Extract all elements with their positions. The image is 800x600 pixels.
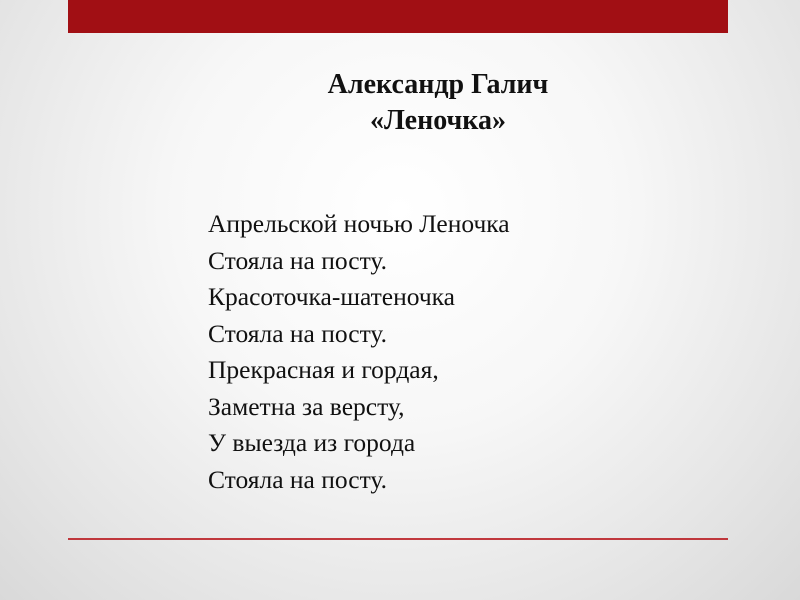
poem-line: Заметна за версту, xyxy=(208,391,405,421)
poem-text xyxy=(208,206,708,498)
poem-line: Стояла на посту. xyxy=(208,245,387,275)
author-heading: Александр Галич xyxy=(327,69,549,100)
poem-line: Стояла на посту. xyxy=(208,464,387,494)
poem-line: У выезда из города xyxy=(208,428,416,457)
poem-title: «Леночка» xyxy=(369,105,506,136)
bottom-divider xyxy=(68,538,728,540)
poem-line: Прекрасная и гордая, xyxy=(208,355,439,384)
poem-line: Апрельской ночью Леночка xyxy=(208,209,510,238)
poem-line: Стояла на посту. xyxy=(208,318,387,348)
poem-line: Красоточка-шатеночка xyxy=(208,282,455,311)
title-block xyxy=(0,67,800,139)
top-accent-bar xyxy=(68,0,728,33)
